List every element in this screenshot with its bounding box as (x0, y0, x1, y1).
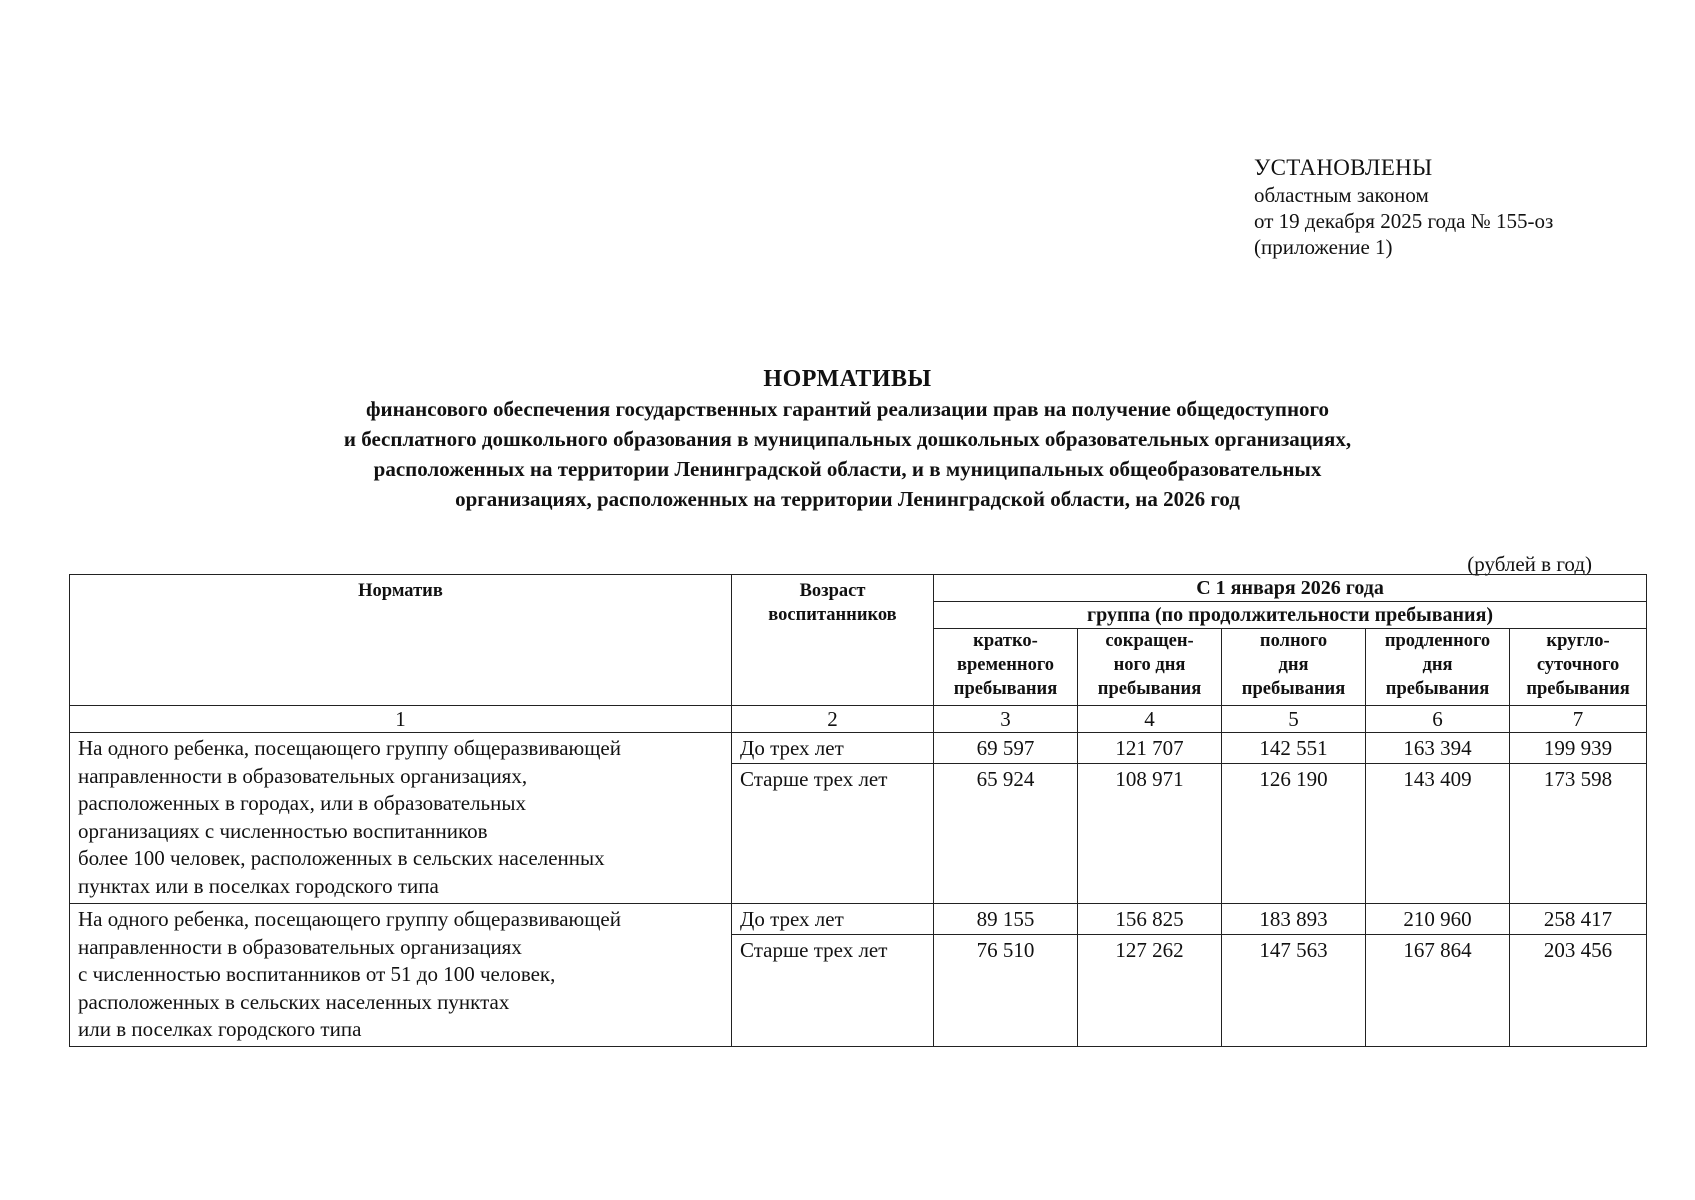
description-line: организациях с численностью воспитанников (78, 818, 488, 843)
value-cell: 163 394 (1366, 733, 1510, 764)
header-text: кругло- (1546, 631, 1610, 651)
approval-heading: УСТАНОВЛЕНЫ (1254, 155, 1433, 180)
header-text: сокращен- (1105, 631, 1194, 651)
description-line: направленности в образовательных организациях (78, 934, 522, 959)
header-text: пребывания (1241, 679, 1346, 699)
title-line: финансового обеспечения государственных гарантий реализации прав на получение общедоступного (365, 397, 1330, 421)
column-number: 6 (1366, 706, 1510, 733)
value-cell: 89 155 (934, 904, 1078, 935)
approval-line: областным законом (1254, 183, 1429, 207)
approval-stamp (1254, 154, 1553, 260)
value-cell: 121 707 (1078, 733, 1222, 764)
header-period (934, 575, 1647, 602)
header-text: пребывания (1097, 679, 1202, 699)
approval-line: (приложение 1) (1254, 235, 1393, 259)
header-norm-label: Норматив (358, 581, 443, 601)
description-line: пунктах или в поселках городского типа (78, 873, 439, 898)
age-cell: Старше трех лет (732, 764, 934, 904)
header-group-full (1222, 629, 1366, 706)
header-norm (70, 575, 732, 706)
header-text: суточного (1536, 655, 1620, 675)
header-group-reduced (1078, 629, 1222, 706)
column-number: 1 (70, 706, 732, 733)
header-text: временного (956, 655, 1055, 675)
description-line: или в поселках городского типа (78, 1017, 362, 1041)
column-number: 5 (1222, 706, 1366, 733)
value-cell: 76 510 (934, 935, 1078, 1047)
header-group-extended (1366, 629, 1510, 706)
value-cell: 142 551 (1222, 733, 1366, 764)
header-age-label: Возраст воспитанников (768, 581, 897, 625)
value-cell: 183 893 (1222, 904, 1366, 935)
header-text: пребывания (953, 679, 1058, 699)
value-cell: 143 409 (1366, 764, 1510, 904)
column-number: 3 (934, 706, 1078, 733)
header-text: ного дня (1113, 655, 1186, 675)
column-number: 7 (1510, 706, 1647, 733)
value-cell: 69 597 (934, 733, 1078, 764)
title-line: организациях, расположенных на территории Ленинградской области, на 2026 год (455, 487, 1240, 511)
header-group (934, 602, 1647, 629)
table-row (70, 904, 1647, 935)
title-line: расположенных на территории Ленинградской области, и в муниципальных общеобразовательных (373, 457, 1322, 481)
header-age (732, 575, 934, 706)
title-line: и бесплатного дошкольного образования в муниципальных дошкольных образовательных организациях, (343, 427, 1352, 451)
document-title (60, 364, 1635, 514)
value-cell: 203 456 (1510, 935, 1647, 1047)
value-cell: 156 825 (1078, 904, 1222, 935)
age-cell: До трех лет (732, 733, 934, 764)
column-number: 2 (732, 706, 934, 733)
header-text: дня (1422, 655, 1453, 675)
header-text: кратко- (973, 631, 1038, 651)
title-main: НОРМАТИВЫ (763, 366, 932, 392)
value-cell: 127 262 (1078, 935, 1222, 1047)
description-line: расположенных в городах, или в образовательных (78, 791, 526, 815)
value-cell: 167 864 (1366, 935, 1510, 1047)
description-line: На одного ребенка, посещающего группу общеразвивающей (78, 907, 621, 931)
header-group-24h (1510, 629, 1647, 706)
header-text: продленного (1384, 631, 1491, 651)
header-text: дня (1278, 655, 1309, 675)
age-cell: Старше трех лет (732, 935, 934, 1047)
table-row (70, 733, 1647, 764)
units-label: (рублей в год) (1467, 552, 1592, 576)
description-line: с численностью воспитанников от 51 до 100 человек, (78, 962, 556, 986)
approval-line: от 19 декабря 2025 года № 155-оз (1254, 209, 1554, 233)
value-cell: 65 924 (934, 764, 1078, 904)
header-group-short (934, 629, 1078, 706)
norm-description (70, 904, 732, 1047)
header-text: полного (1259, 631, 1328, 651)
value-cell: 147 563 (1222, 935, 1366, 1047)
norms-table (69, 574, 1647, 1047)
value-cell: 108 971 (1078, 764, 1222, 904)
age-cell: До трех лет (732, 904, 934, 935)
norm-description (70, 733, 732, 904)
header-text: пребывания (1526, 679, 1630, 699)
value-cell: 258 417 (1510, 904, 1647, 935)
column-number: 4 (1078, 706, 1222, 733)
value-cell: 199 939 (1510, 733, 1647, 764)
header-period-label: С 1 января 2026 года (1196, 577, 1384, 599)
value-cell: 126 190 (1222, 764, 1366, 904)
column-numbers-row (70, 706, 1647, 733)
description-line: расположенных в сельских населенных пунктах (78, 989, 510, 1014)
value-cell: 210 960 (1366, 904, 1510, 935)
value-cell: 173 598 (1510, 764, 1647, 904)
description-line: более 100 человек, расположенных в сельских населенных (78, 846, 605, 870)
description-line: направленности в образовательных организациях, (78, 763, 528, 788)
description-line: На одного ребенка, посещающего группу общеразвивающей (78, 736, 621, 760)
header-group-label: группа (по продолжительности пребывания) (1087, 604, 1494, 626)
header-text: пребывания (1385, 679, 1490, 699)
